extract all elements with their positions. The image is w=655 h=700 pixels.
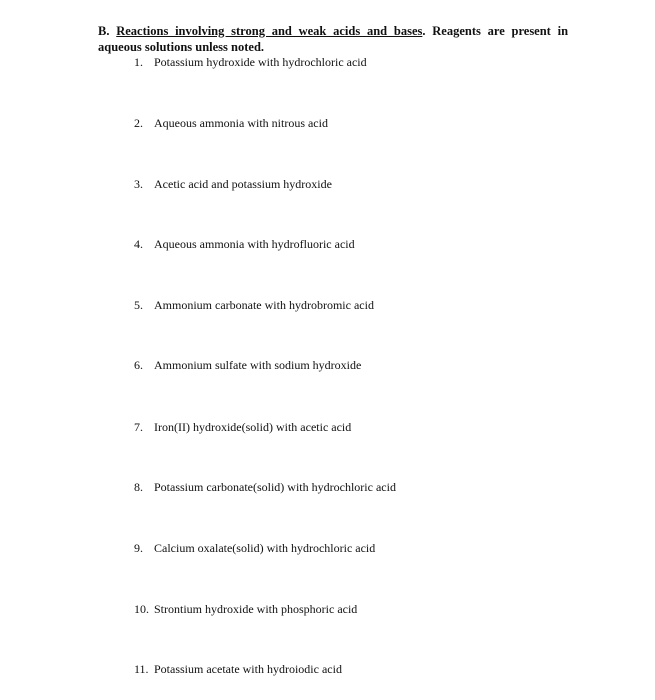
section-title-period: . xyxy=(422,24,426,38)
item-text: Ammonium sulfate with sodium hydroxide xyxy=(154,358,362,372)
item-text: Potassium acetate with hydroiodic acid xyxy=(154,662,342,676)
item-text: Potassium carbonate(solid) with hydrochloric acid xyxy=(154,480,396,494)
item-number: 1. xyxy=(134,55,143,69)
item-number: 3. xyxy=(134,177,143,191)
list-item xyxy=(134,298,374,313)
item-text: Iron(II) hydroxide(solid) with acetic acid xyxy=(154,420,352,434)
section-label: B. xyxy=(98,24,110,38)
item-number: 11. xyxy=(134,662,149,676)
list-item xyxy=(134,602,357,617)
item-number: 2. xyxy=(134,116,143,130)
item-text: Acetic acid and potassium hydroxide xyxy=(154,177,332,191)
list-item xyxy=(134,541,375,556)
item-number: 6. xyxy=(134,358,143,372)
list-item xyxy=(134,480,396,495)
section-note: Reagents are present in aqueous solutions unless noted. xyxy=(98,24,569,54)
item-text: Potassium hydroxide with hydrochloric acid xyxy=(154,55,367,69)
list-item xyxy=(134,662,342,677)
section-title: Reactions involving strong and weak acids and bases xyxy=(116,24,423,38)
item-text: Aqueous ammonia with nitrous acid xyxy=(154,116,328,130)
list-item xyxy=(134,420,351,435)
list-item xyxy=(134,237,355,252)
item-number: 10. xyxy=(134,602,149,616)
list-item xyxy=(134,116,328,131)
item-number: 8. xyxy=(134,480,143,494)
list-item xyxy=(134,55,367,70)
item-number: 5. xyxy=(134,298,143,312)
item-number: 9. xyxy=(134,541,143,555)
item-text: Calcium oxalate(solid) with hydrochloric acid xyxy=(154,541,376,555)
item-text: Ammonium carbonate with hydrobromic acid xyxy=(154,298,374,312)
list-item xyxy=(134,358,361,373)
section-heading xyxy=(98,23,568,55)
item-text: Aqueous ammonia with hydrofluoric acid xyxy=(154,237,355,251)
list-item xyxy=(134,177,332,192)
item-text: Strontium hydroxide with phosphoric acid xyxy=(154,602,358,616)
item-number: 7. xyxy=(134,420,143,434)
item-number: 4. xyxy=(134,237,143,251)
